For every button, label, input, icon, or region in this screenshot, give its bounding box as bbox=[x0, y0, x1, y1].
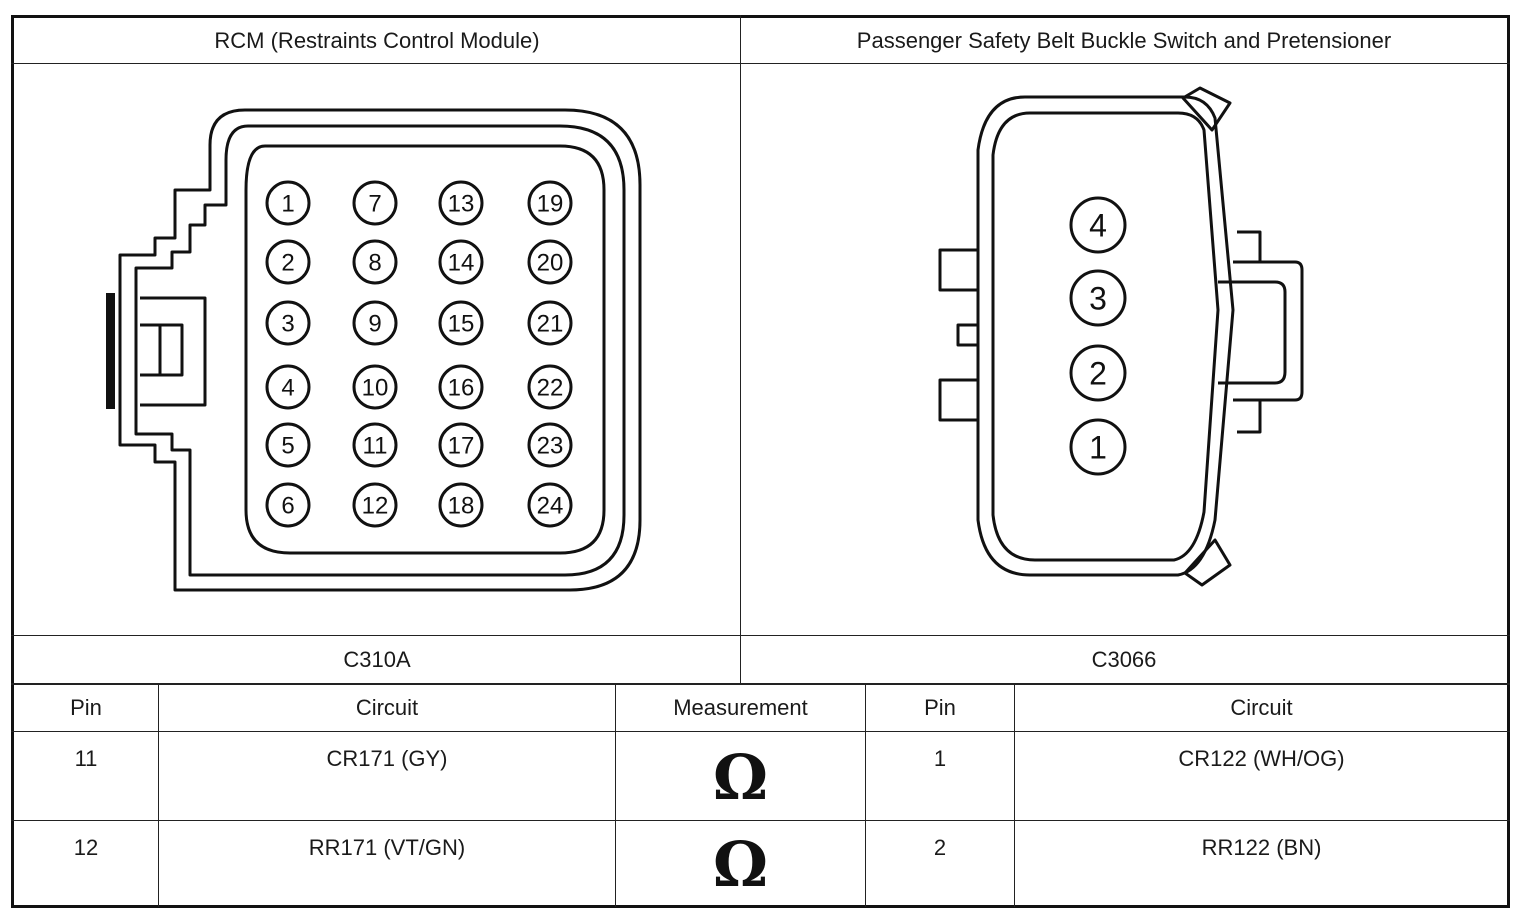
buckle-pin-label-2: 2 bbox=[1089, 355, 1107, 392]
header-pin-right: Pin bbox=[924, 695, 956, 720]
row-circuit-left: RR171 (VT/GN) bbox=[308, 835, 466, 860]
rcm-pin-label-14: 14 bbox=[447, 249, 475, 277]
row-pin-right: 2 bbox=[933, 835, 947, 860]
ohm-measurement-symbol: Ω bbox=[712, 741, 769, 814]
rcm-pin-label-15: 15 bbox=[447, 310, 475, 338]
rcm-pin-label-4: 4 bbox=[281, 374, 295, 402]
rcm-pin-label-11: 11 bbox=[362, 432, 388, 460]
rcm-pin-label-9: 9 bbox=[368, 310, 382, 338]
left-connector-id: C310A bbox=[343, 646, 411, 672]
row-pin-right: 1 bbox=[933, 746, 947, 771]
rcm-pin-label-3: 3 bbox=[281, 310, 295, 338]
rcm-pin-label-18: 18 bbox=[447, 492, 475, 520]
header-circuit-left: Circuit bbox=[355, 695, 419, 720]
buckle-pin-label-4: 4 bbox=[1089, 207, 1107, 244]
buckle-pin-group bbox=[1071, 198, 1125, 474]
buckle-pin-label-3: 3 bbox=[1089, 280, 1107, 317]
row-pin-left: 11 bbox=[74, 746, 98, 771]
rcm-pin-label-5: 5 bbox=[281, 432, 295, 460]
rcm-pin-label-1: 1 bbox=[281, 190, 295, 218]
rcm-pin-label-17: 17 bbox=[447, 432, 475, 460]
right-connector-title: Passenger Safety Belt Buckle Switch and Pretensioner bbox=[856, 27, 1392, 53]
rcm-pin-label-8: 8 bbox=[368, 249, 382, 277]
rcm-pin-label-7: 7 bbox=[368, 190, 382, 218]
header-circuit-right: Circuit bbox=[1230, 695, 1293, 720]
header-pin-left: Pin bbox=[70, 695, 102, 720]
rcm-pin-group bbox=[267, 182, 571, 526]
rcm-pin-label-24: 24 bbox=[536, 492, 564, 520]
row-circuit-right: RR122 (BN) bbox=[1201, 835, 1322, 860]
rcm-pin-label-19: 19 bbox=[536, 190, 564, 218]
right-connector-id: C3066 bbox=[1091, 646, 1157, 672]
row-pin-left: 12 bbox=[73, 835, 99, 860]
buckle-pin-label-1: 1 bbox=[1089, 429, 1107, 466]
left-connector-title: RCM (Restraints Control Module) bbox=[214, 27, 540, 53]
row-circuit-left: CR171 (GY) bbox=[326, 746, 448, 771]
rcm-pin-label-6: 6 bbox=[281, 492, 295, 520]
row-circuit-right: CR122 (WH/OG) bbox=[1178, 746, 1345, 771]
header-measurement: Measurement bbox=[673, 695, 808, 720]
buckle-connector-diagram bbox=[741, 64, 1510, 635]
rcm-connector-diagram bbox=[0, 0, 760, 640]
rcm-pin-label-13: 13 bbox=[447, 190, 475, 218]
rcm-pin-label-21: 21 bbox=[536, 310, 564, 338]
rcm-pin-label-23: 23 bbox=[536, 432, 564, 460]
rcm-pin-label-2: 2 bbox=[281, 249, 295, 277]
rcm-pin-label-22: 22 bbox=[536, 374, 564, 402]
rcm-pin-label-10: 10 bbox=[361, 374, 389, 402]
rcm-pin-label-20: 20 bbox=[536, 249, 564, 277]
rcm-pin-label-16: 16 bbox=[447, 374, 475, 402]
ohm-measurement-symbol: Ω bbox=[712, 828, 769, 901]
rcm-pin-label-12: 12 bbox=[361, 492, 389, 520]
